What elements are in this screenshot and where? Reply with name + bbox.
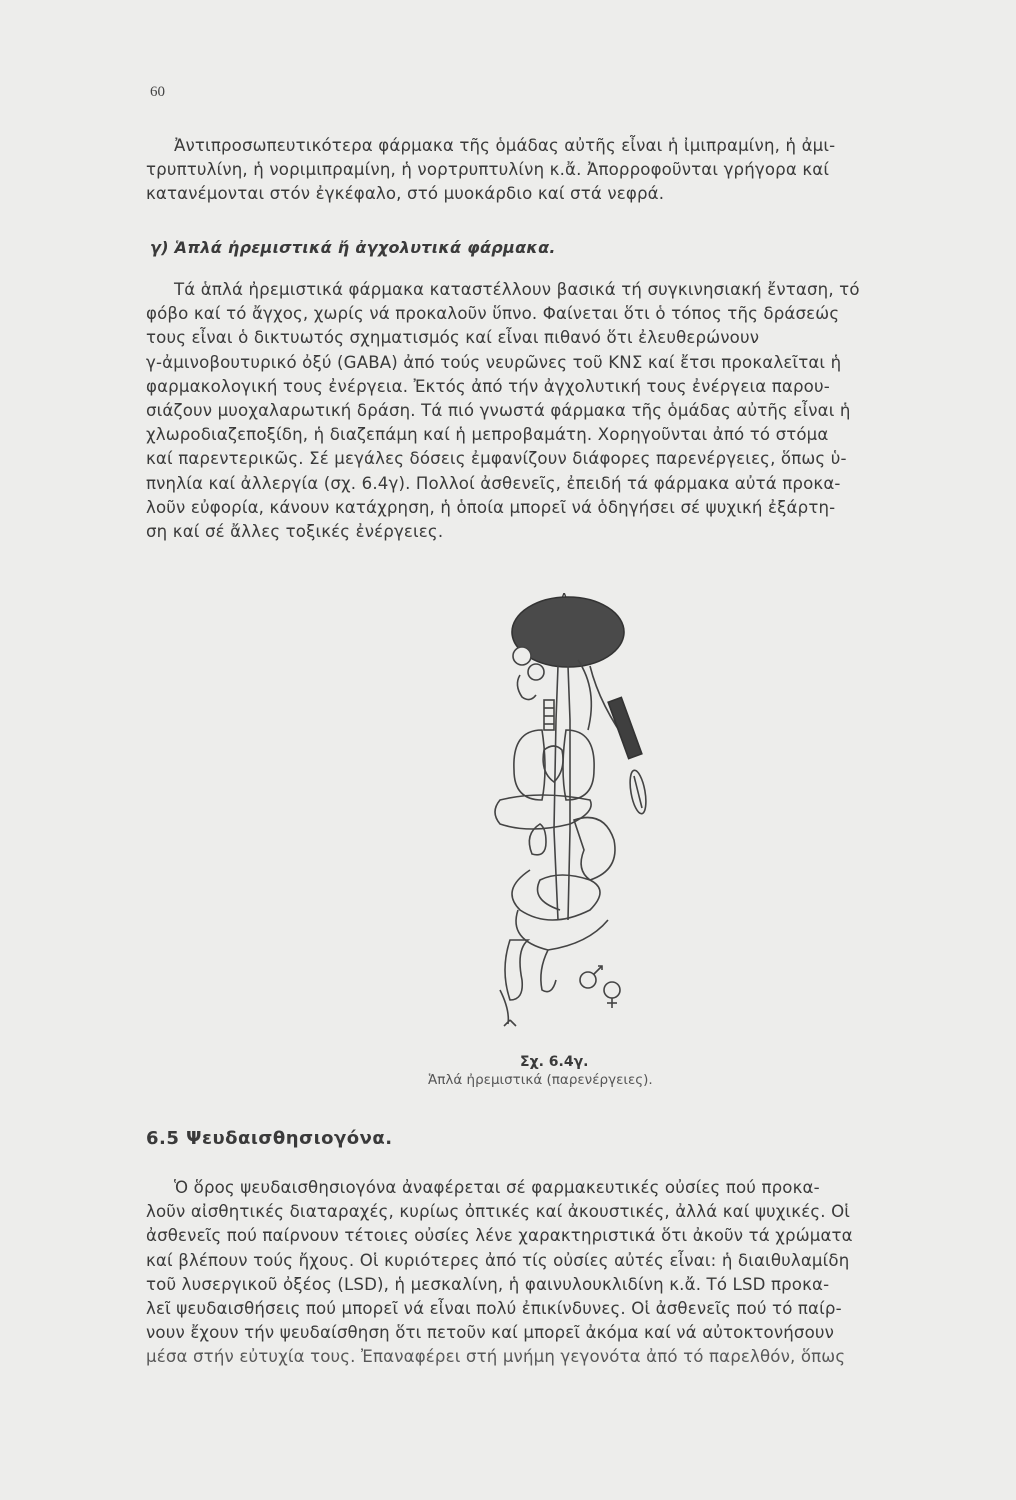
intro-paragraph — [146, 134, 966, 207]
trachea — [544, 700, 554, 730]
body-line: λοῦν εὐφορία, κάνουν κατάχρηση, ἡ ὁποία μπορεῖ νά ὁδηγήσει σέ ψυχική ἐξάρτη- — [146, 497, 836, 517]
male-symbol — [580, 972, 596, 988]
body-line: τους εἶναι ὁ δικτυωτός σχηματισμός καί εἶναι πιθανό ὅτι ἐλευθερώνουν — [146, 328, 760, 348]
body-line: φόβο καί τό ἄγχος, χωρίς νά προκαλοῦν ὕπνο. Φαίνεται ὅτι ὁ τόπος τῆς δράσεώς — [146, 304, 840, 324]
figure-caption: Ἁπλά ἠρεμιστικά (παρενέργειες). — [428, 1072, 653, 1088]
liver-shape — [495, 795, 591, 829]
section-line: Ὁ ὅρος ψευδαισθησιογόνα ἀναφέρεται σέ φαρμακευτικές οὐσίες πού προκα- — [174, 1178, 820, 1197]
body-line: γ-ἀμινοβουτυρικό ὀξύ (GABA) ἀπό τούς νευρῶνες τοῦ ΚΝΣ καί ἔτσι προκαλεῖται ἡ — [146, 352, 842, 372]
intro-line: Ἀντιπροσωπευτικότερα φάρμακα τῆς ὁμάδας αὐτῆς εἶναι ἡ ἰμιπραμίνη, ἡ ἀμι- — [174, 136, 836, 155]
section-line: λεῖ ψευδαισθήσεις πού μπορεῖ νά εἶναι πολύ ἐπικίνδυνες. Οἱ ἀσθενεῖς πού τό παίρ- — [146, 1299, 842, 1319]
section-line: μέσα στήν εὐτυχία τους. Ἐπαναφέρει στή μνήμη γεγονότα ἀπό τό παρελθόν, ὅπως — [146, 1347, 846, 1367]
anatomy-diagram — [470, 580, 690, 1030]
body-line: καί παρεντερικῶς. Σέ μεγάλες δόσεις ἐμφανίζουν διάφορες παρενέργειες, ὅπως ὑ- — [146, 449, 847, 469]
section-line: λοῦν αἰσθητικές διαταραχές, κυρίως ὀπτικές καί ἀκουστικές, ἀλλά καί ψυχικές. Οἱ — [146, 1202, 851, 1222]
body-line: σιάζουν μυοχαλαρωτική δράση. Τά πιό γνωστά φάρμακα τῆς ὁμάδας αὐτῆς εἶναι ἡ — [146, 401, 851, 421]
section-line: ἀσθενεῖς πού παίρνουν τέτοιες οὐσίες λένε χαρακτηριστικά ὅτι ἀκοῦν τά χρώματα — [146, 1226, 853, 1246]
pelvis-shape — [505, 940, 528, 1000]
body-line: πνηλία καί ἀλλεργία (σχ. 6.4γ). Πολλοί ἀσθενεῖς, ἐπειδή τά φάρμακα αὐτά προκα- — [146, 473, 841, 493]
page-number: 60 — [150, 84, 165, 100]
subsection-heading: γ) Ἁπλά ἠρεμιστικά ἤ ἀγχολυτικά φάρμακα. — [150, 238, 556, 257]
heart-shape — [543, 746, 563, 782]
body-line: Τά ἁπλά ἠρεμιστικά φάρμακα καταστέλλουν βασικά τή συγκινησιακή ἔνταση, τό — [174, 280, 860, 299]
injection-bar — [608, 697, 642, 758]
eye-circle — [513, 647, 531, 665]
body-line: φαρμακολογική τους ἐνέργεια. Ἐκτός ἀπό τήν ἀγχολυτική τους ἐνέργεια παρου- — [146, 376, 830, 396]
figure-illustration — [470, 580, 690, 1030]
section-paragraph — [146, 1176, 966, 1370]
body-paragraph — [146, 278, 966, 544]
lung-shape — [514, 730, 545, 800]
stomach-shape — [574, 818, 615, 881]
figure-number: Σχ. 6.4γ. — [520, 1054, 589, 1070]
female-symbol — [604, 982, 620, 998]
intro-line: κατανέμονται στόν ἐγκέφαλο, στό μυοκάρδιο καί στά νεφρά. — [146, 184, 665, 204]
intro-line: τρυπτυλίνη, ἡ νοριμιπραμίνη, ἡ νορτρυπτυλίνη κ.ἄ. Ἀπορροφοῦνται γρήγορα καί — [146, 160, 830, 180]
section-line: νουν ἔχουν τήν ψευδαίσθηση ὅτι πετοῦν καί μπορεῖ ἀκόμα καί νά αὐτοκτονήσουν — [146, 1323, 835, 1343]
body-line: ση καί σέ ἄλλες τοξικές ἐνέργειες. — [146, 522, 444, 542]
section-line: τοῦ λυσεργικοῦ ὀξέος (LSD), ἡ μεσκαλίνη, ἡ φαινυλουκλιδίνη κ.ἄ. Τό LSD προκα- — [146, 1274, 830, 1294]
body-line: χλωροδιαζεποξίδη, ἡ διαζεπάμη καί ἡ μεπροβαμάτη. Χορηγοῦνται ἀπό τό στόμα — [146, 425, 829, 445]
section-title: 6.5 Ψευδαισθησιογόνα. — [146, 1128, 393, 1149]
section-line: καί βλέπουν τούς ἤχους. Οἱ κυριότερες ἀπό τίς οὐσίες αὐτές εἶναι: ἡ διαιθυλαμίδη — [146, 1250, 850, 1270]
